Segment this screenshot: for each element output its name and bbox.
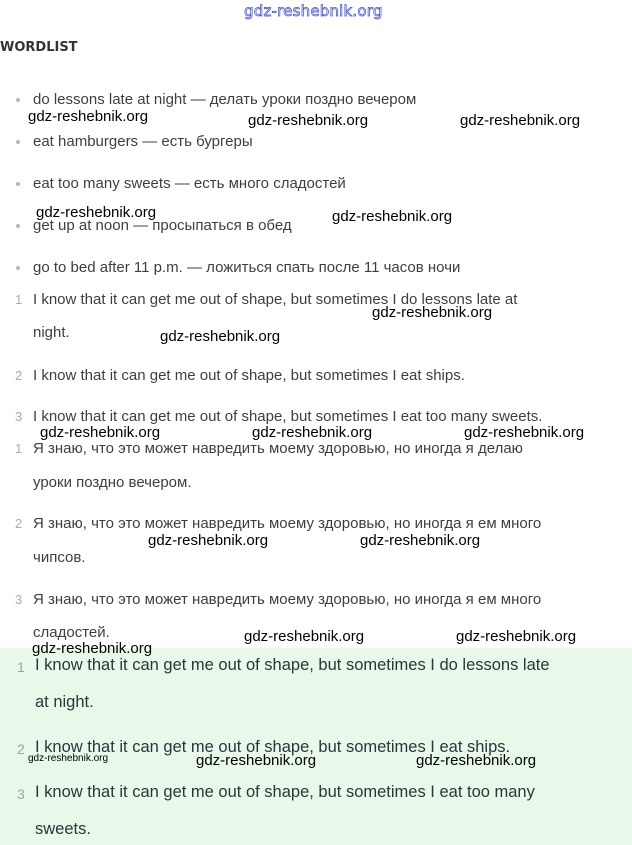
bullet-icon: [16, 224, 20, 228]
watermark: gdz-reshebnik.org: [332, 208, 453, 225]
answer-sentence-line: I know that it can get me out of shape, but sometimes I eat ships.: [35, 738, 511, 756]
sentence-number: 1: [15, 441, 23, 456]
russian-sentence-line: Я знаю, что это может навредить моему здоровью, но иногда я ем много: [33, 515, 542, 532]
watermark: gdz-reshebnik.org: [252, 424, 373, 441]
watermark: gdz-reshebnik.org: [196, 752, 317, 769]
site-watermark-header: gdz-reshebnik.org: [244, 2, 383, 20]
bullet-icon: [16, 98, 20, 102]
watermark: gdz-reshebnik.org: [456, 628, 577, 645]
russian-sentence-line: сладостей.: [33, 624, 110, 641]
answer-sentence-line: sweets.: [35, 820, 91, 838]
watermark: gdz-reshebnik.org: [360, 532, 481, 549]
wordlist-item-text: eat hamburgers — есть бургеры: [33, 133, 253, 150]
bullet-icon: [16, 266, 20, 270]
wordlist-item: [16, 259, 460, 276]
answer-sentence-line: at night.: [35, 693, 94, 711]
english-sentence-line: I know that it can get me out of shape, but sometimes I do lessons late at: [33, 291, 518, 308]
bullet-icon: [16, 182, 20, 186]
watermark: gdz-reshebnik.org: [148, 532, 269, 549]
wordlist-item: [16, 91, 416, 108]
watermark: gdz-reshebnik.org: [248, 112, 369, 129]
sentence-number: 2: [15, 368, 23, 383]
watermark: gdz-reshebnik.org: [160, 328, 281, 345]
answer-number: 2: [17, 741, 25, 757]
watermark: gdz-reshebnik.org: [28, 753, 109, 764]
sentence-number: 1: [15, 292, 23, 307]
sentence-number: 2: [15, 516, 23, 531]
answer-number: 3: [17, 786, 25, 802]
wordlist-heading: WORDLIST: [0, 40, 78, 55]
watermark: gdz-reshebnik.org: [244, 628, 365, 645]
wordlist-item: [16, 175, 346, 192]
answer-sentence-line: I know that it can get me out of shape, but sometimes I eat too many: [35, 783, 535, 801]
english-sentence-line: I know that it can get me out of shape, but sometimes I eat too many sweets.: [33, 408, 543, 425]
english-sentence-line: I know that it can get me out of shape, but sometimes I eat ships.: [33, 367, 465, 384]
russian-sentence-line: чипсов.: [33, 549, 86, 566]
watermark: gdz-reshebnik.org: [32, 640, 153, 657]
watermark: gdz-reshebnik.org: [416, 752, 537, 769]
english-sentence-line: night.: [33, 324, 70, 341]
russian-sentence-line: Я знаю, что это может навредить моему здоровью, но иногда я делаю: [33, 440, 523, 457]
bullet-icon: [16, 140, 20, 144]
wordlist-item: [16, 133, 253, 150]
wordlist-item-text: do lessons late at night — делать уроки поздно вечером: [33, 91, 417, 108]
sentence-number: 3: [15, 409, 23, 424]
russian-sentence-line: уроки поздно вечером.: [33, 474, 192, 491]
watermark: gdz-reshebnik.org: [460, 112, 581, 129]
sentence-number: 3: [15, 592, 23, 607]
wordlist-item-text: eat too many sweets — есть много сладостей: [33, 175, 346, 192]
answer-number: 1: [17, 659, 25, 675]
wordlist-item-text: go to bed after 11 p.m. — ложиться спать после 11 часов ночи: [33, 259, 461, 276]
watermark: gdz-reshebnik.org: [40, 424, 161, 441]
wordlist-item-text: get up at noon — просыпаться в обед: [33, 217, 292, 234]
russian-sentence-line: Я знаю, что это может навредить моему здоровью, но иногда я ем много: [33, 591, 542, 608]
watermark: gdz-reshebnik.org: [36, 204, 157, 221]
answer-sentence-line: I know that it can get me out of shape, but sometimes I do lessons late: [35, 656, 550, 674]
watermark: gdz-reshebnik.org: [372, 304, 493, 321]
watermark: gdz-reshebnik.org: [28, 108, 149, 125]
watermark: gdz-reshebnik.org: [464, 424, 585, 441]
